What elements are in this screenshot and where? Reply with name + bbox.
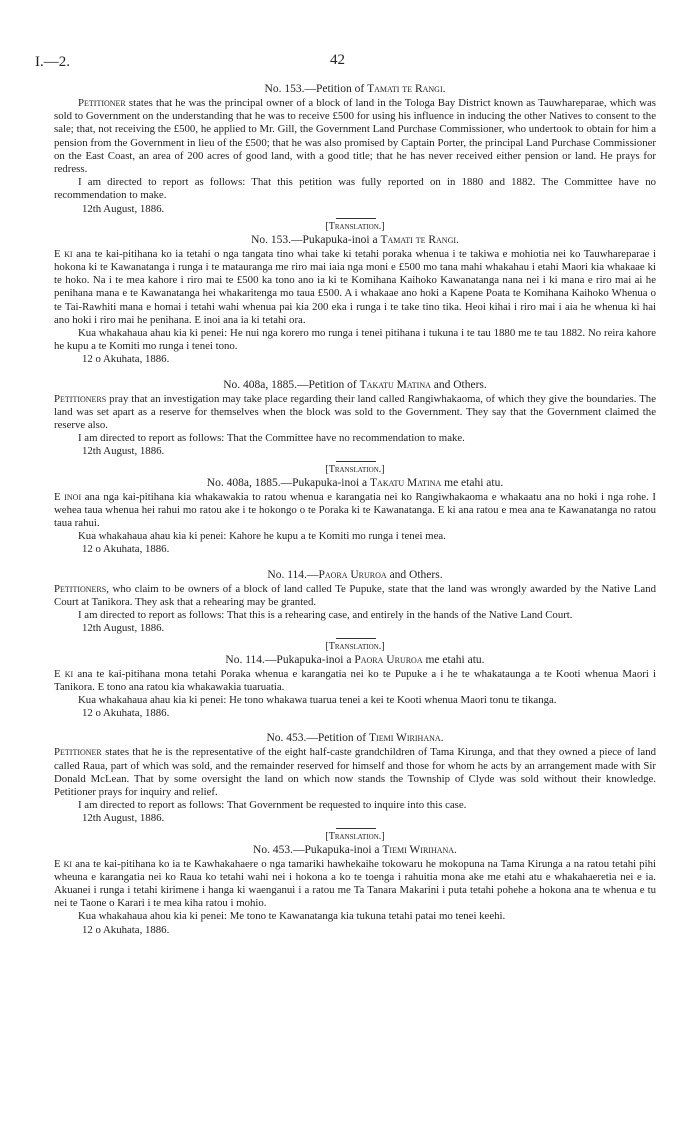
petition-english-text: Petitioner states that he is the representative of the eight half-caste grandchildren of Tama Kirunga, and that they owned a piece of land called Raua, part of which was sold, and the remainder reserved for himself and those for whom he acts by an arrangement made with Sir Donald McLean. That by some oversight the land on which now stands the Township of Clyde was sold without their knowledge. Petitioner prays for inquiry and relief.: [54, 746, 656, 798]
report-date: 12th August, 1886.: [82, 202, 165, 215]
petition-section: [54, 378, 656, 557]
separator-rule: [336, 828, 376, 829]
maori-committee-report: Kua whakahaua ahau kia ki penei: Kahore he kupu a te Komiti mo runga i tenei mea.: [78, 530, 446, 543]
maori-report-date: 12 o Akuhata, 1886.: [82, 707, 170, 720]
report-date: 12th August, 1886.: [82, 622, 165, 635]
translation-label: [Translation.]: [325, 463, 385, 475]
translation-label: [Translation.]: [325, 220, 385, 232]
maori-committee-report: Kua whakahaua ahau kia ki penei: He tono whakawa tuarua tenei a kei te Kooti whenua Maori tonu te tikanga.: [78, 693, 557, 706]
maori-petition-title: No. 114.—Pukapuka-inoi a Paora Ururoa me etahi atu.: [225, 653, 485, 666]
translation-label: [Translation.]: [325, 640, 385, 652]
translation-label: [Translation.]: [325, 830, 385, 842]
petition-maori-text: E ki ana te kai-pitihana mona tetahi Poraka whenua e karangatia nei ko te Pupuke a i he te whakataunga a te Kooti whenua Maori i Tanikora. E tono ana ratou kia whakawakia tuaruatia.: [54, 667, 656, 693]
separator-rule: [336, 218, 376, 219]
maori-petition-title: No. 153.—Pukapuka-inoi a Tamati te Rangi.: [251, 233, 459, 246]
petition-maori-text: E ki ana te kai-pitihana ko ia tetahi o nga tangata tino whai take ki tetahi poraka whenua i te takiwa e mohiotia nei ko Tauwhareparae i hokona ki te Kawanatanga i runga i te matauranga me riro mai iaia nga moni e £500 mo tana mahi whakahau i etahi Maori kia whakaae ki te hoko. Na i te mea kahore i riro mai te £500 ka tono ano ia ki te Komihana Kaihoko Kawanatanga nana nei i ki mana e riro mai ai he penihana mana e te Kawanatanga hei whakaritenga mo taua £500. A i whakaae ano hoki a Kapene Poata te Komihana Kaihoko Whenua o te Tai-Rawhiti mana e homai i tetahi wahi whenua pai kia 200 eka i runga i te take tino tika. Heoi kihai i riro mai i aia he whenua ki hai ano hoki i riro mai he penihana. E inoi ana ia ki tetahi ora.: [54, 247, 656, 326]
page-number: 42: [330, 52, 345, 68]
report-date: 12th August, 1886.: [82, 812, 165, 825]
committee-report: I am directed to report as follows: That Government be requested to inquire into this case.: [78, 799, 467, 812]
petition-english-text: Petitioners pray that an investigation may take place regarding their land called Rangiwhakaoma, of which they give the boundaries. The land was set apart as a reserve for themselves when the block was sold to the Government. They say that the Government claimed the reserve also.: [54, 392, 656, 432]
maori-report-date: 12 o Akuhata, 1886.: [82, 923, 170, 936]
separator-rule: [336, 461, 376, 462]
petition-title: No. 114.—Paora Ururoa and Others.: [267, 568, 443, 581]
maori-report-date: 12 o Akuhata, 1886.: [82, 543, 170, 556]
committee-report: I am directed to report as follows: That this petition was fully reported on in 1880 and 1882. The Committee have no recommendation to make.: [54, 176, 656, 202]
petition-title: No. 153.—Petition of Tamati te Rangi.: [264, 83, 446, 95]
separator-rule: [336, 638, 376, 639]
petition-english-text: Petitioner states that he was the principal owner of a block of land in the Tologa Bay District known as Tauwhareparae, which was sold to Government on the understanding that he was to receive £500 for using his influence in inducing the other Natives to consent to the sale; that, not receiving the £500, he applied to Mr. Gill, the Government Land Purchase Commissioner, who undertook to obtain for him a pension from the Government in lieu of the £500; that he was also promised by Captain Porter, the principal Land Purchase Commissioner on the East Coast, an area of 200 acres of good land, with a good title; that he has never received either pension or land. He prays for redress.: [54, 97, 656, 176]
maori-petition-title: No. 408a, 1885.—Pukapuka-inoi a Takatu Matina me etahi atu.: [206, 476, 504, 489]
petition-section: [54, 568, 656, 721]
petition-english-text: Petitioners, who claim to be owners of a block of land called Te Pupuke, state that the land was wrongly awarded by the Native Land Court at Tanikora. They ask that a rehearing may be granted.: [54, 582, 656, 608]
document-body: [54, 82, 656, 937]
petition-section: [54, 731, 656, 936]
maori-petition-title: No. 453.—Pukapuka-inoi a Tiemi Wirihana.: [253, 843, 457, 856]
maori-committee-report: Kua whakahaua ahau kia ki penei: He nui nga korero mo runga i tenei pitihana i tukuna i te tau 1880 me te tau 1882. No reira kahore he kupu a te Komiti mo runga i tenei tono.: [54, 327, 656, 353]
committee-report: I am directed to report as follows: That the Committee have no recommendation to make.: [78, 432, 465, 445]
petition-section: [54, 82, 656, 367]
document-reference: I.—2.: [35, 54, 70, 70]
report-date: 12th August, 1886.: [82, 445, 165, 458]
petition-maori-text: E inoi ana nga kai-pitihana kia whakawakia to ratou whenua e karangatia nei ko Rangiwhakaoma e whakaatu ana no hoki i nga rohe. I wehea taua whenua hei rahui mo ratou ake i te hokongo o te Poraka ki te Kawanatanga. E ki ana ratou e mea ana te Kawanatanga no ratou taua rahui.: [54, 490, 657, 530]
maori-committee-report: Kua whakahaua ahou kia ki penei: Me tono te Kawanatanga kia tukuna tetahi patai mo tenei keehi.: [78, 910, 506, 923]
petition-title: No. 453.—Petition of Tiemi Wirihana.: [266, 732, 444, 745]
petition-title: No. 408a, 1885.—Petition of Takatu Matina and Others.: [223, 378, 487, 391]
maori-report-date: 12 o Akuhata, 1886.: [82, 353, 170, 366]
petition-maori-text: E ki ana te kai-pitihana ko ia te Kawhakahaere o nga tamariki hawhekaihe tokowaru he mokopuna na Tama Kirunga a na ratou tetahi pihi wheuna e karangatia nei ko Raua ko tetahi wahi nei i hokona a ko te toenga i rahuitia mona ake me etahi atu e whakahaeretia nei e ia. Akuanei i runga i tetahi kirimene i hanga ki waenganui i a ratou me Ta Tanara Makarini i puta tetahi pohehe a hokona ana te whenua e tu nei te Taone o Karari i te mea kiha ratou i mohio.: [54, 857, 656, 910]
committee-report: I am directed to report as follows: That this is a rehearing case, and entirely in the hands of the Native Land Court.: [78, 609, 573, 622]
